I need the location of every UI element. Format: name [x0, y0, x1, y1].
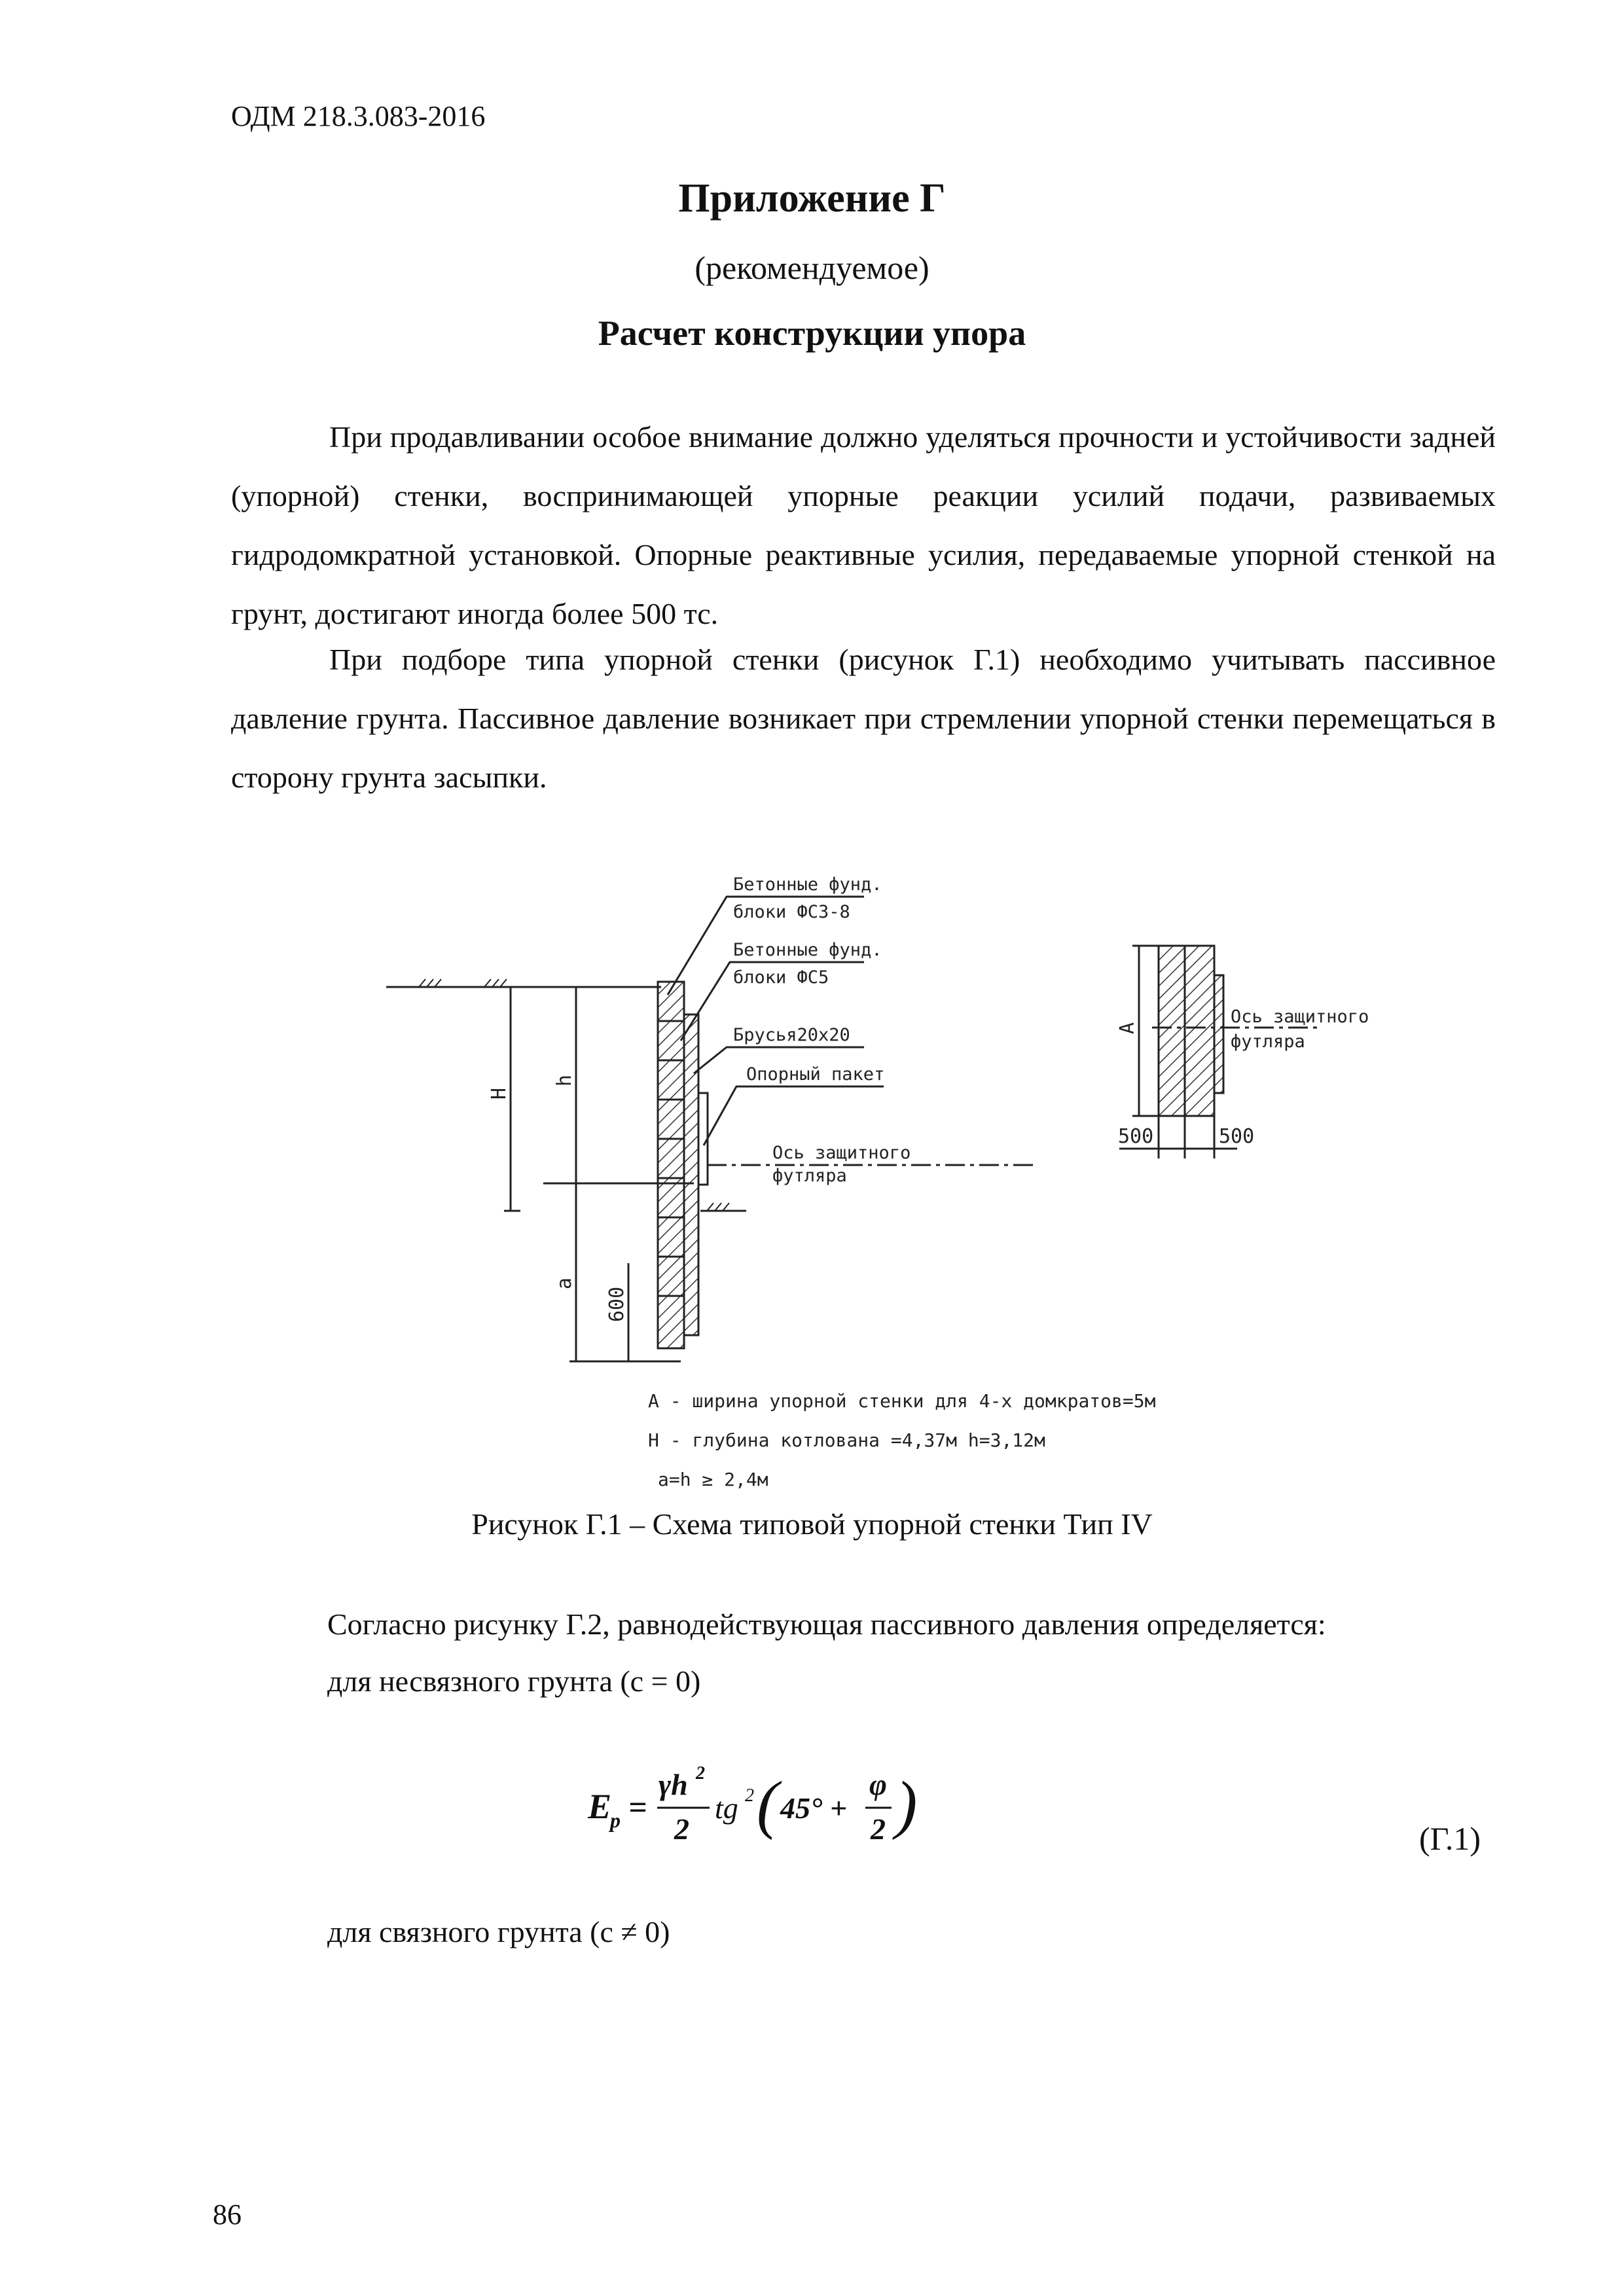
- formula-func-sup: 2: [745, 1785, 754, 1806]
- formula-numerator-sup: 2: [696, 1763, 705, 1784]
- dim-500-left: 500: [1118, 1125, 1154, 1148]
- figure-note-1: А - ширина упорной стенки для 4-х домкратов=5м: [648, 1390, 1156, 1412]
- formula-angle: 45° +: [780, 1791, 848, 1825]
- body-line-1: Согласно рисунку Г.2, равнодействующая пассивного давления определяется:: [327, 1607, 1326, 1641]
- paragraph-1-text: При продавливании особое внимание должно уделяться прочности и устойчивости задней (упорной) стенки, воспринимающей упорные реакции усилий подачи, развиваемых гидродомкратной установкой. Опорные реактивные усилия, передаваемые упорной стенкой на грунт, достигают иногда более 500 тс.: [231, 420, 1496, 630]
- appendix-title: Приложение Г: [678, 176, 946, 221]
- beams-column: [684, 1014, 698, 1335]
- label-blocks-fs5-2: блоки ФС5: [733, 967, 829, 988]
- label-blocks-fs3-2: блоки ФС3-8: [733, 902, 850, 922]
- svg-text:(: (: [757, 1768, 779, 1840]
- label-axis-2: футляра: [772, 1166, 847, 1186]
- section-heading: Расчет конструкции упора: [598, 314, 1026, 353]
- label-blocks-fs5-1: Бетонные фунд.: [733, 940, 882, 960]
- formula-number: (Г.1): [1419, 1820, 1481, 1857]
- figure-caption: Рисунок Г.1 – Схема типовой упорной стенки Тип IV: [471, 1507, 1153, 1541]
- label-side-axis-1: Ось защитного: [1231, 1007, 1369, 1027]
- dim-A: A: [1116, 1022, 1139, 1034]
- appendix-subtitle: (рекомендуемое): [695, 249, 929, 286]
- dim-600: 600: [605, 1286, 628, 1322]
- document-code: ОДМ 218.3.083-2016: [231, 100, 486, 132]
- svg-text:): ): [895, 1768, 918, 1840]
- formula-phi: φ: [869, 1768, 887, 1801]
- label-blocks-fs3-1: Бетонные фунд.: [733, 874, 882, 895]
- page-number: 86: [213, 2198, 242, 2231]
- paragraph-2: [231, 630, 1496, 807]
- dim-a: a: [553, 1277, 576, 1289]
- figure-note-3: a=h ≥ 2,4м: [658, 1469, 768, 1490]
- label-support-package: Опорный пакет: [746, 1064, 885, 1085]
- side-view-wall: [1159, 946, 1214, 1116]
- formula-g1: [588, 1754, 928, 1865]
- figure-retaining-wall-scheme: [380, 857, 1369, 1499]
- label-axis-1: Ось защитного: [772, 1143, 911, 1163]
- body-line-2: для несвязного грунта (с = 0): [327, 1664, 701, 1698]
- formula-lhs: E: [588, 1787, 612, 1826]
- formula-numerator: γh: [659, 1768, 688, 1801]
- paragraph-2-text: При подборе типа упорной стенки (рисунок Г.1) необходимо учитывать пассивное давление грунта. Пассивное давление возникает при стремлении упорной стенки перемещаться в сторону грунта засыпки.: [231, 643, 1496, 794]
- dim-H: H: [488, 1087, 511, 1100]
- label-side-axis-2: футляра: [1231, 1031, 1305, 1052]
- formula-lhs-sub: p: [610, 1808, 621, 1832]
- wall-blocks: [658, 982, 684, 1348]
- formula-func: tg: [715, 1791, 738, 1825]
- dim-h: h: [553, 1074, 576, 1086]
- dim-500-right: 500: [1219, 1125, 1255, 1148]
- svg-text:=: =: [628, 1789, 647, 1825]
- formula-phi-den: 2: [871, 1812, 886, 1846]
- body-line-3: для связного грунта (с ≠ 0): [327, 1915, 670, 1948]
- paragraph-1: [231, 408, 1496, 643]
- figure-note-2: Н - глубина котлована =4,37м h=3,12м: [648, 1429, 1045, 1451]
- label-beams: Брусья20х20: [733, 1025, 850, 1045]
- formula-denominator: 2: [674, 1812, 689, 1846]
